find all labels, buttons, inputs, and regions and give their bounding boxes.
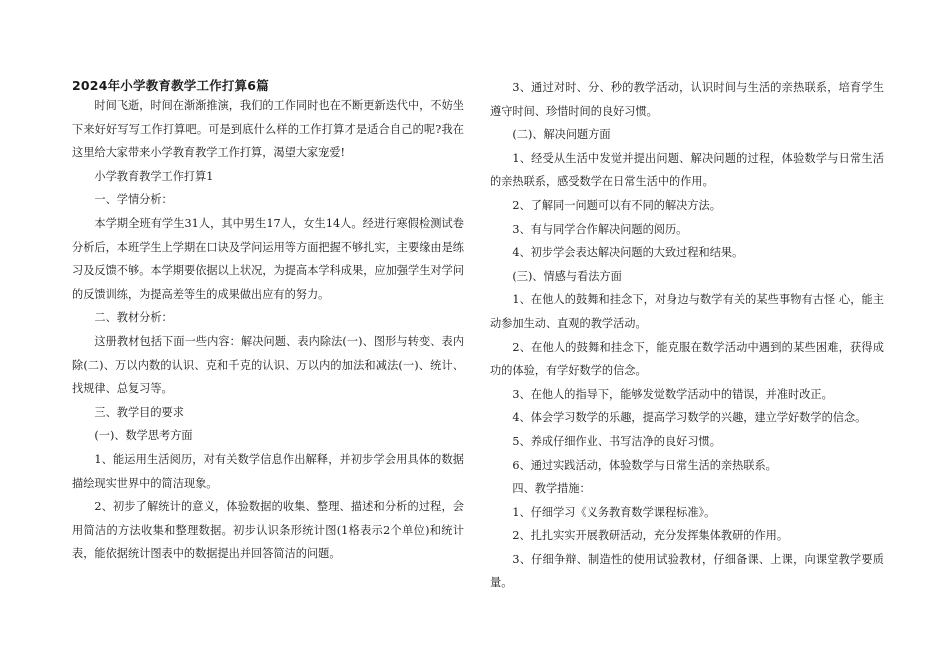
list-item: 3、通过对时、分、秒的教学活动，认识时间与生活的亲热联系，培育学生遵守时间、珍惜时间的良好习惯。 — [490, 81, 884, 118]
section-heading: 二、教材分析： — [94, 311, 173, 325]
list-item: 6、通过实践活动，体验数学与日常生活的亲热联系。 — [512, 458, 777, 472]
list-item: 1、在他人的鼓舞和挂念下，对身边与数学有关的某些事物有古怪 心，能主动参加生动、直观的教学活动。 — [490, 293, 884, 330]
right-column — [490, 76, 884, 595]
list-item: 2、初步了解统计的意义，体验数据的收集、整理、描述和分析的过程，会用简洁的方法收集和整理数据。初步认识条形统计图(1格表示2个单位)和统计表，能依据统计图表中的数据提出并回答简洁的问题。 — [72, 500, 464, 561]
section-heading: 三、教学目的要求 — [94, 405, 184, 419]
left-column — [72, 76, 464, 566]
list-item: 1、经受从生活中发觉并提出问题、解决问题的过程，体验数学与日常生活的亲热联系，感受数学在日常生活中的作用。 — [490, 151, 884, 189]
subsection-heading: (二)、解决问题方面 — [512, 128, 611, 142]
list-item: 3、在他人的指导下，能够发觉数学活动中的错误，并准时改正。 — [512, 387, 833, 401]
list-item: 2、了解同一问题可以有不同的解决方法。 — [512, 198, 721, 212]
list-item: 3、仔细争辩、制造性的使用试验教材，仔细备课、上课，向课堂教学要质量。 — [490, 552, 884, 590]
body-paragraph: 这册教材包括下面一些内容：解决问题、表内除法(一)、图形与转变、表内除(二)、万以内数的认识、克和千克的认识、万以内的加法和减法(一)、统计、找规律、总复习等。 — [72, 334, 464, 396]
intro-paragraph: 时间飞逝，时间在渐渐推演，我们的工作同时也在不断更新迭代中，不妨坐下来好好写写工作打算吧。可是到底什么样的工作打算才是适合自己的呢?我在这里给大家带来小学教育教学工作打算，渴望大家宠爱! — [72, 99, 464, 160]
section-heading: 一、学情分析： — [94, 193, 173, 207]
document-title: 2024年小学教育教学工作打算6篇 — [72, 78, 269, 93]
list-item: 4、体会学习数学的乐趣，提高学习数学的兴趣，建立学好数学的信念。 — [512, 411, 867, 425]
section-heading: 四、教学措施： — [512, 482, 591, 496]
subsection-heading: (一)、数学思考方面 — [94, 429, 193, 443]
list-item: 3、有与同学合作解决问题的阅历。 — [512, 222, 688, 236]
subsection-heading: (三)、情感与看法方面 — [512, 269, 622, 283]
list-item: 1、能运用生活阅历，对有关数学信息作出解释，并初步学会用具体的数据描绘现实世界中的简洁现象。 — [72, 452, 464, 490]
list-item: 2、扎扎实实开展教研活动，充分发挥集体教研的作用。 — [512, 529, 789, 543]
list-item: 5、养成仔细作业、书写洁净的良好习惯。 — [512, 434, 721, 448]
list-item: 4、初步学会表达解决问题的大致过程和结果。 — [512, 246, 744, 260]
section-heading: 小学教育教学工作打算1 — [94, 169, 214, 183]
body-paragraph: 本学期全班有学生31人，其中男生17人，女生14人。经进行寒假检测试卷分析后，本班学生上学期在口诀及学问运用等方面把握不够扎实，主要缘由是练习及反馈不够。本学期要依据以上状况，为提高本学科成果，应加强学生对学问的反馈训练，为提高差等生的成果做出应有的努力。 — [72, 216, 464, 301]
list-item: 1、仔细学习《义务教育数学课程标准》。 — [512, 505, 716, 519]
list-item: 2、在他人的鼓舞和挂念下，能克服在数学活动中遇到的某些困难，获得成功的体验，有学好数学的信念。 — [490, 340, 884, 378]
